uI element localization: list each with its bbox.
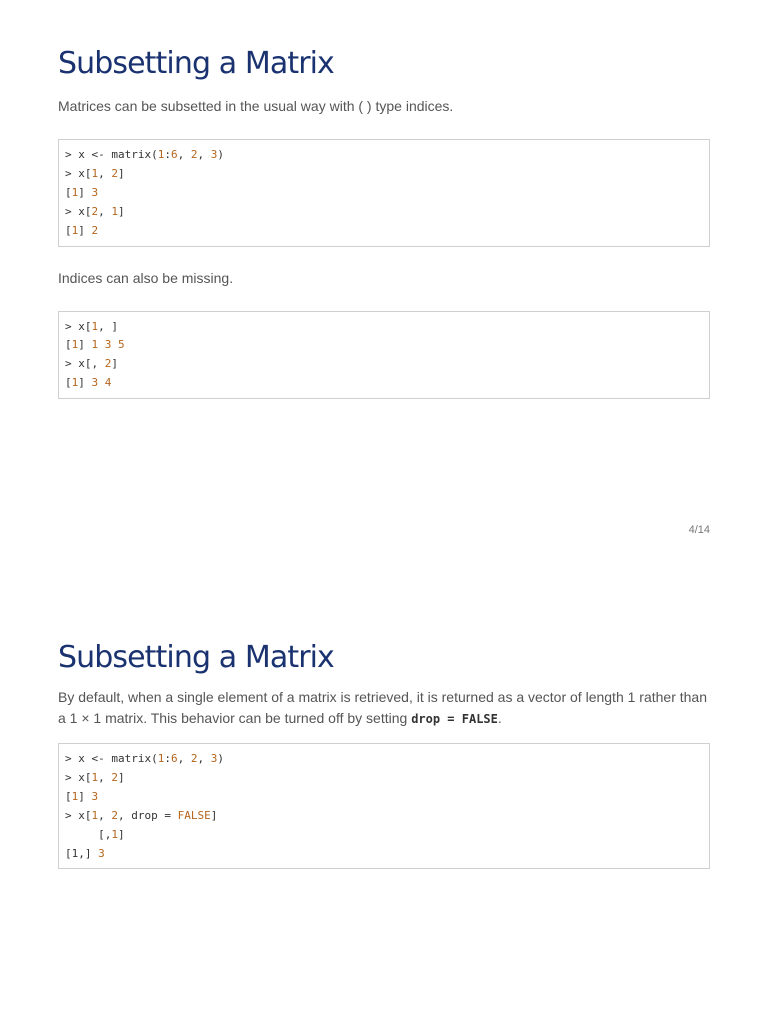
code-token: , [177, 148, 191, 161]
code-token-num: 1 [91, 166, 99, 180]
intro-paragraph: Matrices can be subsetted in the usual way with ( ) type indices. [58, 98, 454, 114]
code-token-num: 1 [71, 338, 79, 352]
slide-title: Subsetting a Matrix [58, 640, 334, 675]
code-token-num: 3 [91, 789, 99, 803]
drop-paragraph-text: By default, when a single element of a matrix is retrieved, it is returned as a vector of length 1 rather than a 1 × 1 matrix. This behavior can be turned off by setting [58, 689, 708, 726]
code-token: , [98, 204, 112, 218]
code-token: [ [65, 338, 72, 352]
code-line [65, 826, 703, 845]
code-token-num: 3 4 [91, 376, 112, 390]
code-line [65, 750, 703, 769]
code-token-num: 1 [157, 752, 165, 765]
drop-paragraph [58, 687, 710, 730]
code-token: , [98, 770, 112, 784]
code-token: > x[ [65, 808, 92, 822]
code-token: [ [65, 223, 72, 237]
code-token-kw: FALSE [177, 808, 211, 822]
drop-inline-code: drop = FALSE [411, 712, 498, 726]
code-token: [ [65, 376, 72, 390]
code-line [65, 203, 703, 222]
code-token: > x <- matrix( [65, 752, 158, 765]
code-line [65, 769, 703, 788]
code-token: > x <- matrix( [65, 148, 158, 161]
code-line [65, 222, 703, 241]
code-token: ] [210, 808, 218, 822]
code-token-num: 3 [210, 148, 218, 161]
code-token-num: 2 [190, 148, 198, 161]
code-token: > x[ [65, 166, 92, 180]
code-token-num: 2 [111, 770, 118, 784]
code-token: , [98, 166, 112, 180]
code-token: [ [65, 185, 72, 199]
drop-paragraph-end: . [497, 710, 502, 726]
code-line [65, 184, 703, 203]
code-token: [, [65, 827, 112, 841]
code-line [65, 318, 703, 337]
code-token: [1,] [65, 846, 99, 860]
code-token: ] [78, 185, 92, 199]
code-token: > x[ [65, 770, 92, 784]
code-line [65, 807, 703, 826]
code-token-num: 1 [71, 789, 79, 803]
code-token-num: 3 [210, 752, 218, 765]
code-token-num: 1 [71, 223, 79, 237]
code-token: ] [118, 204, 125, 218]
code-token: , [177, 752, 191, 765]
code-token: : [164, 148, 171, 161]
code-token-num: 1 [111, 204, 118, 218]
slide-5 [58, 638, 710, 869]
code-token-num: 2 [91, 223, 99, 237]
code-token: > x[, [65, 357, 105, 371]
code-token: , [197, 148, 211, 161]
code-line [65, 355, 703, 374]
code-token-num: 2 [190, 752, 198, 765]
code-token: > x[ [65, 319, 92, 333]
code-token: ] [78, 338, 92, 352]
code-token-num: 1 [111, 827, 118, 841]
code-token: ] [117, 827, 125, 841]
code-token-num: 2 [111, 166, 118, 180]
code-token: [ [65, 789, 72, 803]
code-line [65, 165, 703, 184]
code-token-num: 1 [91, 770, 99, 784]
code-token: , drop = [118, 808, 178, 822]
slide-title: Subsetting a Matrix [58, 46, 334, 81]
code-token-num: 1 [91, 808, 99, 822]
code-token-num: 1 [91, 319, 99, 333]
code-line [65, 146, 703, 165]
code-token: ] [111, 357, 118, 371]
code-token-num: 1 3 5 [91, 338, 125, 352]
code-token: : [164, 752, 171, 765]
code-line [65, 374, 703, 393]
code-token-num: 2 [91, 204, 99, 218]
code-line [65, 845, 703, 864]
code-block-drop-false [58, 743, 710, 869]
code-token: ] [118, 166, 125, 180]
code-token: ) [217, 148, 224, 161]
code-token-num: 6 [170, 752, 178, 765]
code-token: ] [118, 770, 125, 784]
code-token: > x[ [65, 204, 92, 218]
code-token-num: 6 [170, 148, 178, 161]
code-token-num: 2 [104, 357, 112, 371]
page-number: 4/14 [688, 524, 710, 536]
code-token-num: 1 [157, 148, 165, 161]
code-token: ] [78, 376, 92, 390]
code-token-num: 1 [71, 185, 79, 199]
code-block-missing-indices [58, 311, 710, 400]
code-line [65, 336, 703, 355]
code-block-matrix-indexing [58, 139, 710, 247]
code-token-num: 3 [98, 846, 105, 860]
code-token-num: 3 [91, 185, 99, 199]
code-token: ) [217, 752, 224, 765]
slide-4 [58, 44, 710, 399]
code-token: ] [78, 789, 92, 803]
code-line [65, 788, 703, 807]
code-token-num: 1 [71, 376, 79, 390]
code-token: , [98, 808, 112, 822]
missing-indices-paragraph: Indices can also be missing. [58, 269, 234, 286]
code-token-num: 2 [111, 808, 118, 822]
code-token: , ] [98, 319, 118, 333]
code-token: , [197, 752, 211, 765]
code-token: ] [78, 223, 92, 237]
